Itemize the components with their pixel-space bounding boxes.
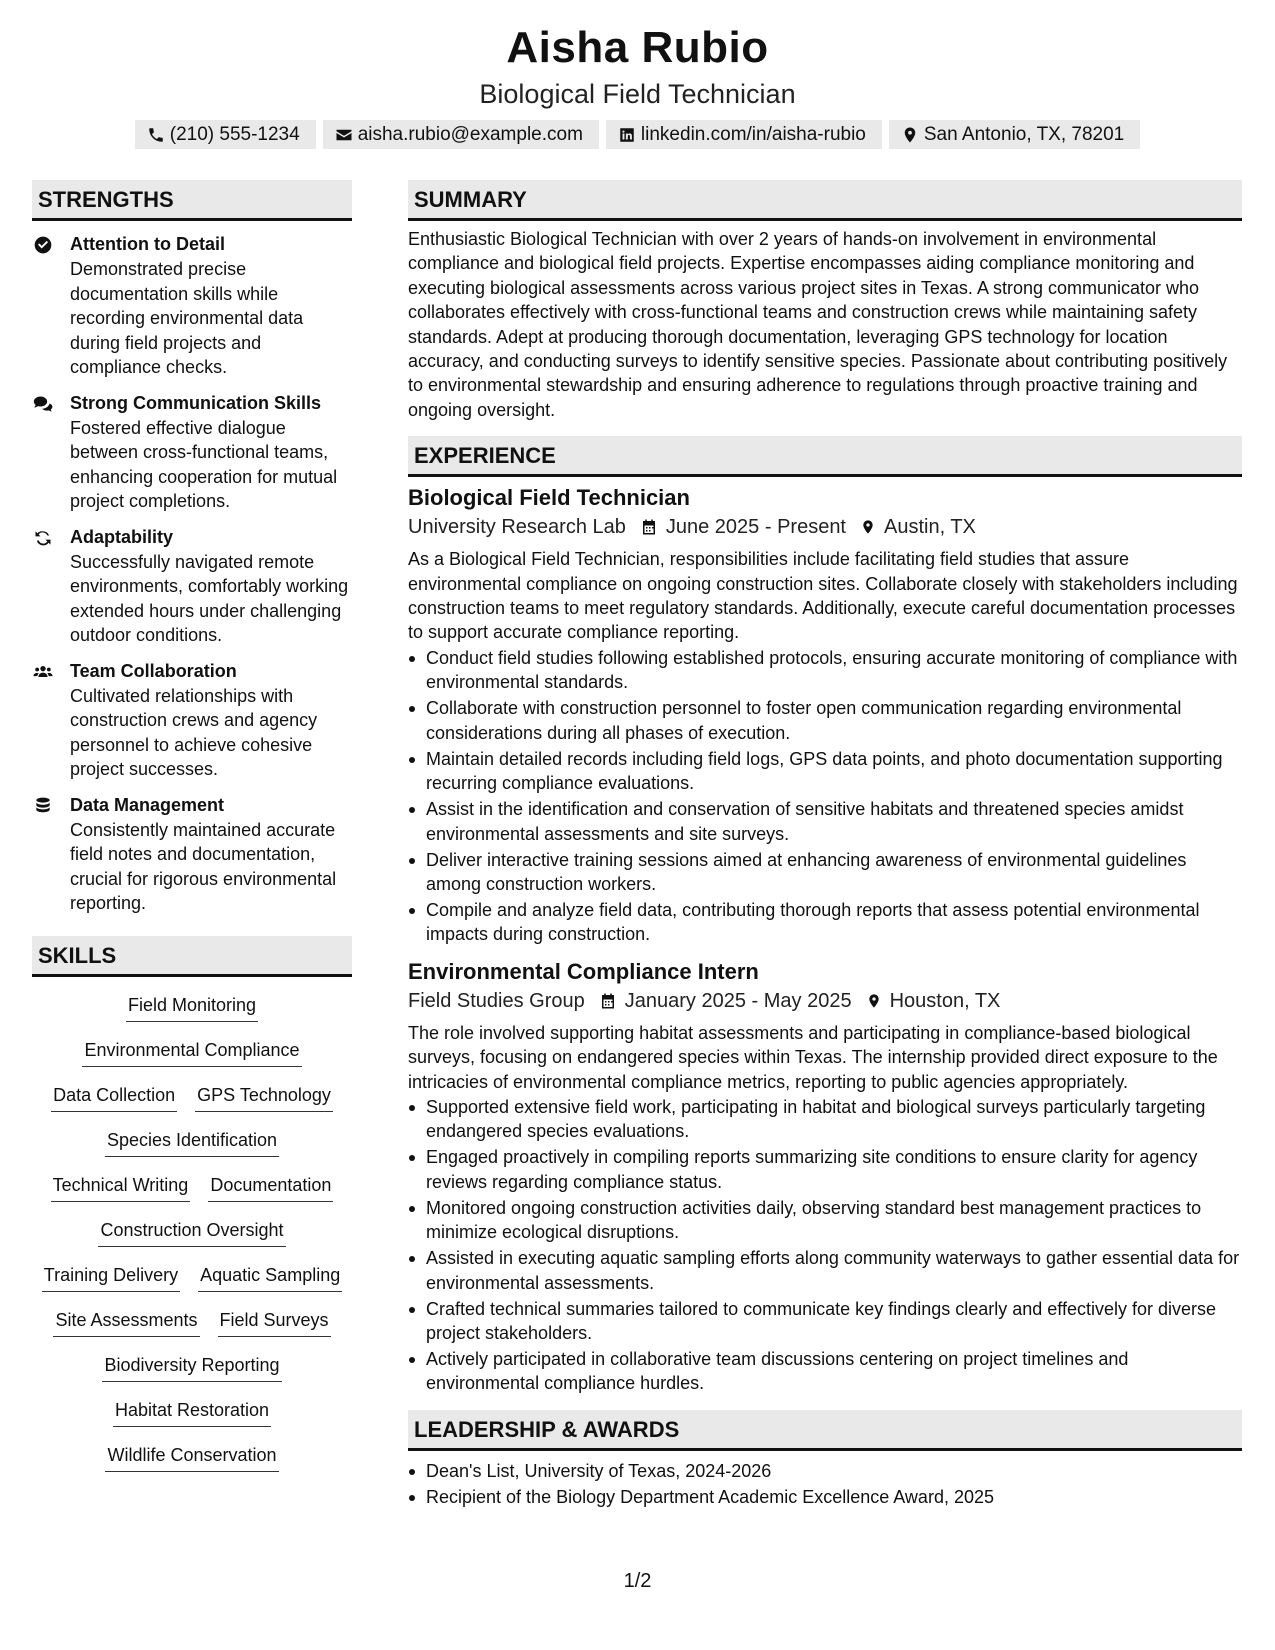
strength-desc: Successfully navigated remote environments, comfortably working extended hours under challenging outdoor conditions. xyxy=(70,551,349,645)
sync-icon xyxy=(33,528,53,548)
left-column xyxy=(32,180,352,1482)
database-icon xyxy=(33,796,53,816)
contact-linkedin[interactable] xyxy=(606,120,882,149)
skill-tag: Species Identification xyxy=(105,1128,279,1157)
check-circle-icon xyxy=(33,235,53,255)
skill-row xyxy=(32,1302,352,1347)
skill-tag: Wildlife Conservation xyxy=(105,1443,278,1472)
skill-row xyxy=(32,987,352,1032)
skill-tag: Habitat Restoration xyxy=(113,1398,271,1427)
contact-phone xyxy=(135,120,316,149)
job-location: Houston, TX xyxy=(889,989,1001,1012)
awards-heading: LEADERSHIP & AWARDS xyxy=(408,1410,1242,1451)
skill-tag: Field Monitoring xyxy=(126,993,258,1022)
list-item: Monitored ongoing construction activities daily, observing standard best management practices to minimize ecological disruptions. xyxy=(408,1196,1242,1245)
job-dates: January 2025 - May 2025 xyxy=(624,989,852,1012)
skill-tag: Aquatic Sampling xyxy=(198,1263,342,1292)
list-item: Deliver interactive training sessions aimed at enhancing awareness of environmental guidelines among construction workers. xyxy=(408,848,1242,897)
job-meta xyxy=(408,987,1242,1015)
candidate-name: Aisha Rubio xyxy=(506,23,769,72)
linkedin-icon xyxy=(618,126,636,144)
skill-row xyxy=(32,1212,352,1257)
list-item: Supported extensive field work, participating in habitat and biological surveys particularly targeting endangered species evaluations. xyxy=(408,1095,1242,1144)
strength-title: Adaptability xyxy=(70,526,174,547)
skill-tag: Environmental Compliance xyxy=(82,1038,301,1067)
skill-tag: GPS Technology xyxy=(195,1083,333,1112)
strength-desc: Cultivated relationships with construction crews and agency personnel to achieve cohesive project successes. xyxy=(70,685,318,779)
list-item: Assisted in executing aquatic sampling efforts along community waterways to gather essential data for environmental assessments. xyxy=(408,1246,1242,1295)
contact-email[interactable] xyxy=(323,120,599,149)
resume-header xyxy=(0,20,1275,149)
job-description: As a Biological Field Technician, responsibilities include facilitating field studies that assure environmental compliance on ongoing construction sites. Collaborate closely with stakeholders including construction teams to meet regulatory standards. Additionally, execute careful documentation processes to support accurate compliance reporting. xyxy=(408,549,1238,643)
strength-item xyxy=(32,525,352,648)
phone-text: (210) 555-1234 xyxy=(169,124,300,145)
job-entry xyxy=(408,957,1242,1396)
job-location: Austin, TX xyxy=(884,516,976,539)
job-dates: June 2025 - Present xyxy=(665,516,846,539)
strength-title: Strong Communication Skills xyxy=(70,392,322,413)
skill-row xyxy=(32,1437,352,1482)
list-item: Dean's List, University of Texas, 2024-2026 xyxy=(408,1459,1242,1483)
skill-row xyxy=(32,1122,352,1167)
list-item: Maintain detailed records including field logs, GPS data points, and photo documentation supporting recurring compliance evaluations. xyxy=(408,747,1242,796)
job-bullets xyxy=(408,646,1242,947)
job-description: The role involved supporting habitat assessments and participating in compliance-based biological surveys, focusing on endangered species within Texas. The internship provided direct exposure to the intricacies of environmental compliance metrics, reporting to public agencies appropriately. xyxy=(408,1022,1218,1092)
awards-list xyxy=(408,1459,1242,1509)
job-meta xyxy=(408,513,1242,541)
calendar-icon xyxy=(640,518,658,536)
skill-row xyxy=(32,1032,352,1077)
job-title: Biological Field Technician xyxy=(408,485,690,511)
strengths-heading: STRENGTHS xyxy=(32,180,352,221)
strength-item xyxy=(32,659,352,782)
skill-tag: Construction Oversight xyxy=(98,1218,285,1247)
skill-row xyxy=(32,1257,352,1302)
strength-desc: Fostered effective dialogue between cross-functional teams, enhancing cooperation for mutual project completions. xyxy=(70,417,338,511)
skill-tag: Technical Writing xyxy=(51,1173,191,1202)
list-item: Compile and analyze field data, contributing thorough reports that assess potential environmental impacts during construction. xyxy=(408,898,1242,947)
skills-heading: SKILLS xyxy=(32,936,352,977)
list-item: Assist in the identification and conservation of sensitive habitats and threatened species amidst environmental assessments and site surveys. xyxy=(408,797,1242,846)
list-item: Conduct field studies following established protocols, ensuring accurate monitoring of compliance with environmental standards. xyxy=(408,646,1242,695)
skill-tag: Field Surveys xyxy=(218,1308,331,1337)
list-item: Engaged proactively in compiling reports summarizing site conditions to ensure clarity for agency reviews regarding compliance status. xyxy=(408,1145,1242,1194)
skill-tag: Biodiversity Reporting xyxy=(102,1353,281,1382)
linkedin-text[interactable]: linkedin.com/in/aisha-rubio xyxy=(640,124,866,145)
page-number: 1/2 xyxy=(623,1570,652,1592)
strength-desc: Demonstrated precise documentation skills while recording environmental data during field projects and compliance checks. xyxy=(70,259,304,377)
strength-item xyxy=(32,232,352,380)
strength-title: Attention to Detail xyxy=(70,234,225,254)
strength-title: Team Collaboration xyxy=(70,660,237,681)
users-icon xyxy=(33,662,53,682)
location-text: San Antonio, TX, 78201 xyxy=(923,124,1125,145)
skill-row xyxy=(32,1347,352,1392)
job-org: Field Studies Group xyxy=(408,989,585,1012)
strength-item xyxy=(32,793,352,916)
envelope-icon xyxy=(335,126,353,144)
job-bullets xyxy=(408,1095,1242,1396)
skill-tag: Site Assessments xyxy=(53,1308,199,1337)
skill-tag: Documentation xyxy=(208,1173,333,1202)
summary-heading: SUMMARY xyxy=(408,180,1242,221)
strength-item xyxy=(32,391,352,514)
strength-desc: Consistently maintained accurate field notes and documentation, crucial for rigorous environmental reporting. xyxy=(70,819,337,913)
skill-tag: Training Delivery xyxy=(42,1263,180,1292)
contact-location xyxy=(889,120,1140,149)
map-pin-icon xyxy=(866,991,882,1011)
map-pin-icon xyxy=(901,126,919,144)
skill-tag: Data Collection xyxy=(51,1083,177,1112)
list-item: Actively participated in collaborative team discussions centering on project timelines and environmental compliance hurdles. xyxy=(408,1347,1242,1396)
strength-title: Data Management xyxy=(70,794,225,815)
contact-bar xyxy=(0,120,1275,149)
summary-text: Enthusiastic Biological Technician with over 2 years of hands-on involvement in environmental compliance and biological field projects. Expertise encompasses aiding compliance monitoring and executing biological assessments across various project sites in Texas. A strong communicator who collaborates effectively with cross-functional teams and construction crews while maintaining safety standards. Adept at producing thorough documentation, leveraging GPS technology for location accuracy, and conducting surveys to identify sensitive species. Passionate about contributing positively to environmental stewardship and ensuring adherence to regulations through proactive training and ongoing oversight. xyxy=(408,229,1228,420)
right-column xyxy=(408,180,1242,1511)
list-item: Collaborate with construction personnel to foster open communication regarding environmental considerations during all phases of execution. xyxy=(408,696,1242,745)
calendar-icon xyxy=(599,992,617,1010)
email-text[interactable]: aisha.rubio@example.com xyxy=(357,124,583,145)
map-pin-icon xyxy=(860,517,876,537)
phone-icon xyxy=(147,126,165,144)
comments-icon xyxy=(33,394,53,414)
skill-row xyxy=(32,1077,352,1122)
skill-row xyxy=(32,1167,352,1212)
list-item: Recipient of the Biology Department Academic Excellence Award, 2025 xyxy=(408,1485,1242,1509)
candidate-title: Biological Field Technician xyxy=(479,79,796,109)
skill-row xyxy=(32,1392,352,1437)
job-entry xyxy=(408,483,1242,946)
list-item: Crafted technical summaries tailored to communicate key findings clearly and effectively for diverse project stakeholders. xyxy=(408,1297,1242,1346)
experience-heading: EXPERIENCE xyxy=(408,436,1242,477)
skills-list xyxy=(32,987,352,1482)
job-title: Environmental Compliance Intern xyxy=(408,958,759,984)
job-org: University Research Lab xyxy=(408,516,626,539)
